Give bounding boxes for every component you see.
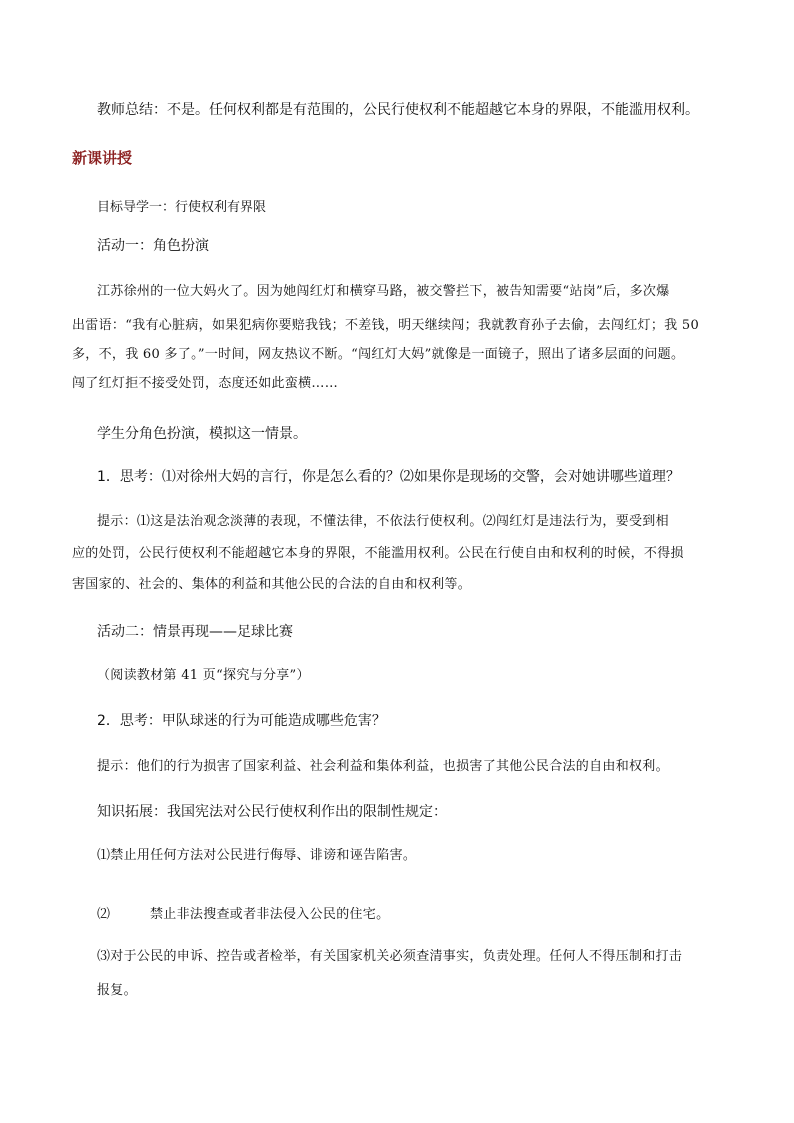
- rule-two-number: ⑵: [97, 907, 111, 922]
- rule-three-line-1: ⑶对于公民的申诉、控告或者检举，有关国家机关必须查清事实，负责处理。任何人不得压制和打击: [97, 949, 683, 964]
- story-line-4: 闯了红灯拒不接受处罚，态度还如此蛮横……: [72, 376, 339, 391]
- hint-one-line-2: 应的处罚，公民行使权利不能超越它本身的界限，不能滥用权利。公民在行使自由和权利的时候，不得损: [72, 546, 684, 561]
- role-play-text: 学生分角色扮演，模拟这一情景。: [97, 426, 307, 442]
- story-line-3: 多，不，我 60 多了。”一时间，网友热议不断。“闯红灯大妈”就像是一面镜子，照出了诸多层面的问题。: [72, 347, 685, 362]
- question-two: 2．思考：甲队球迷的行为可能造成哪些危害？: [97, 713, 386, 729]
- rule-two-text: 禁止非法搜查或者非法侵入公民的住宅。: [150, 907, 390, 922]
- hint-two: 提示：他们的行为损害了国家利益、社会利益和集体利益，也损害了其他公民合法的自由和权利。: [97, 759, 669, 774]
- knowledge-extension: 知识拓展：我国宪法对公民行使权利作出的限制性规定：: [97, 804, 447, 820]
- question-one: 1．思考：⑴对徐州大妈的言行，你是怎么看的？⑵如果你是现场的交警，会对她讲哪些道理？: [97, 469, 680, 485]
- hint-one-line-1: 提示：⑴这是法治观念淡薄的表现，不懂法律，不依法行使权利。⑵闯红灯是违法行为，要受到相: [97, 514, 669, 529]
- hint-one-line-3: 害国家的、社会的、集体的利益和其他公民的合法的自由和权利等。: [72, 577, 472, 592]
- teacher-summary: 教师总结：不是。任何权利都是有范围的，公民行使权利不能超越它本身的界限，不能滥用权利。: [97, 102, 699, 118]
- goal-heading: 目标导学一：行使权利有界限: [97, 200, 267, 215]
- rule-one: ⑴禁止用任何方法对公民进行侮辱、诽谤和诬告陷害。: [97, 848, 417, 863]
- story-line-1: 江苏徐州的一位大妈火了。因为她闯红灯和横穿马路，被交警拦下，被告知需要“站岗”后，多次爆: [97, 284, 670, 299]
- activity-two-heading: 活动二：情景再现——足球比赛: [97, 624, 293, 640]
- activity-one-heading: 活动一：角色扮演: [97, 238, 209, 254]
- read-textbook-note: （阅读教材第 41 页“探究与分享”）: [97, 668, 310, 683]
- story-line-2: 出雷语：“我有心脏病，如果犯病你要赔我钱；不差钱，明天继续闯；我就教育孙子去偷，去闯红灯；我 50: [72, 318, 700, 333]
- section-title: 新课讲授: [72, 149, 133, 167]
- rule-three-line-2: 报复。: [97, 983, 137, 998]
